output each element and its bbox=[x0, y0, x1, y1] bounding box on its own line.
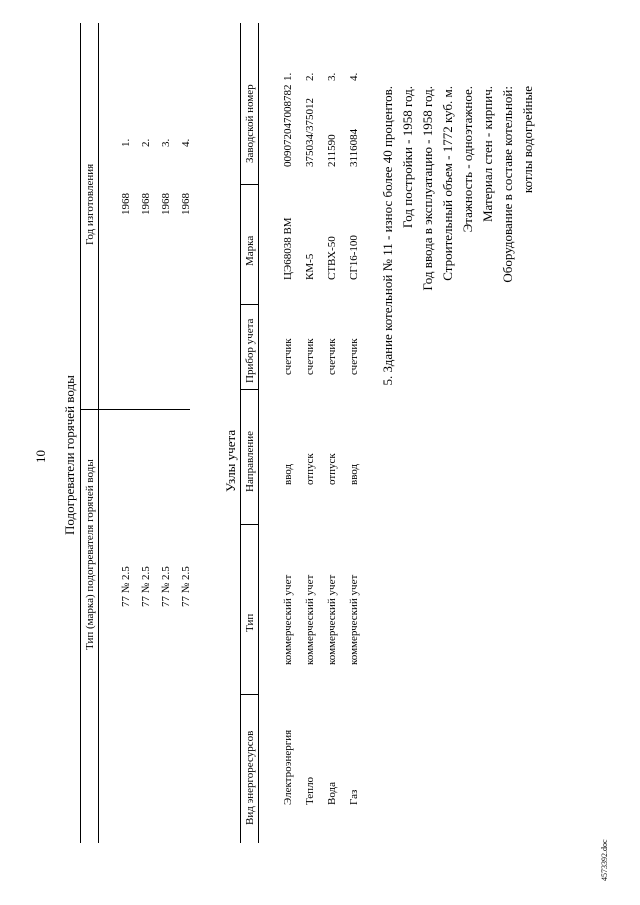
section-5-line: Строительный объем - 1772 куб. м. bbox=[440, 86, 455, 281]
section-5-line: Материал стен - кирпич. bbox=[480, 86, 495, 223]
meter-serial: 3116084 bbox=[348, 128, 360, 167]
meter-resource: Газ bbox=[348, 789, 360, 805]
meter-row-num: 3. bbox=[326, 72, 338, 81]
meter-device: счетчик bbox=[282, 338, 294, 375]
meter-row-num: 4. bbox=[348, 72, 360, 81]
footer-doc-code: 4573392.doc bbox=[600, 839, 609, 881]
heater-row-num: 2. bbox=[140, 138, 152, 147]
meters-col-header: Направление bbox=[244, 430, 256, 492]
heater-year: 1968 bbox=[160, 193, 172, 215]
meter-row-num: 1. bbox=[282, 72, 294, 81]
meter-serial: 375034/375012 bbox=[304, 97, 316, 167]
heaters-title: Подогреватели горячей воды bbox=[62, 375, 77, 535]
meter-device: счетчик bbox=[304, 338, 316, 375]
heater-row-num: 3. bbox=[160, 138, 172, 147]
heater-row-num: 4. bbox=[180, 138, 192, 147]
meter-direction: ввод bbox=[282, 463, 294, 485]
meter-brand: СГ16-100 bbox=[348, 235, 360, 280]
meter-device: счетчик bbox=[348, 338, 360, 375]
meter-type: коммерческий учет bbox=[348, 574, 360, 665]
meter-serial: 211590 bbox=[326, 134, 338, 167]
meter-resource: Вода bbox=[326, 782, 338, 805]
heater-type: 77 № 2.5 bbox=[140, 566, 152, 607]
section-5-line: Год постройки - 1958 год. bbox=[400, 86, 415, 229]
heater-type: 77 № 2.5 bbox=[120, 566, 132, 607]
meter-brand: КМ-5 bbox=[304, 253, 316, 280]
heater-type: 77 № 2.5 bbox=[160, 566, 172, 607]
section-5-line: Год ввода в эксплуатацию - 1958 год. bbox=[420, 86, 435, 291]
meter-direction: ввод bbox=[348, 463, 360, 485]
meter-direction: отпуск bbox=[326, 453, 338, 485]
page-number: 10 bbox=[33, 450, 48, 463]
meter-brand: СТВХ-50 bbox=[326, 236, 338, 280]
heater-year: 1968 bbox=[120, 193, 132, 215]
section-5-line: Оборудование в составе котельной: bbox=[500, 86, 515, 283]
heater-type: 77 № 2.5 bbox=[180, 566, 192, 607]
heaters-col-type: Тип (марка) подогревателя горячей воды bbox=[84, 459, 96, 650]
heater-year: 1968 bbox=[180, 193, 192, 215]
meter-type: коммерческий учет bbox=[326, 574, 338, 665]
meters-col-header: Вид энергоресурсов bbox=[244, 730, 256, 825]
meter-row-num: 2. bbox=[304, 72, 316, 81]
heater-row-num: 1. bbox=[120, 138, 132, 147]
meters-col-header: Тип bbox=[244, 613, 256, 632]
meter-brand: ЦЭ68038 ВМ bbox=[282, 217, 294, 280]
meter-direction: отпуск bbox=[304, 453, 316, 485]
heaters-col-year: Год изготовления bbox=[84, 163, 96, 245]
meter-serial: 009072047008782 bbox=[282, 84, 294, 167]
meters-col-header: Прибор учета bbox=[244, 318, 256, 383]
section-5-line: 5. Здание котельной № 11 - износ более 40 процентов. bbox=[380, 86, 395, 386]
section-5-line: котлы водогрейные bbox=[520, 86, 535, 194]
meter-resource: Тепло bbox=[304, 776, 316, 805]
meters-col-header: Заводской номер bbox=[244, 84, 256, 163]
meters-col-header: Марка bbox=[244, 235, 256, 266]
section-5-line: Этажность - одноэтажное. bbox=[460, 86, 475, 233]
heater-year: 1968 bbox=[140, 193, 152, 215]
meter-resource: Электроэнергия bbox=[282, 729, 294, 805]
meter-type: коммерческий учет bbox=[304, 574, 316, 665]
meter-device: счетчик bbox=[326, 338, 338, 375]
meters-title: Узлы учета bbox=[223, 429, 238, 492]
meter-type: коммерческий учет bbox=[282, 574, 294, 665]
